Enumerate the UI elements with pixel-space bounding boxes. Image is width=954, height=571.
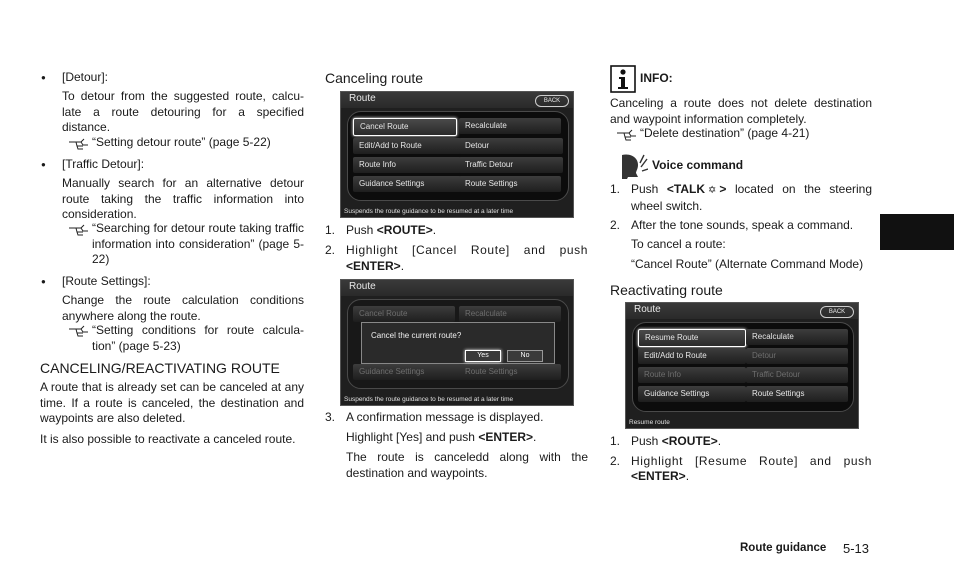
section-paragraph-1: A route that is already set can be canceled at any time. If a route is canceled, the destination and waypoints are also deleted. — [40, 380, 304, 425]
info-label: INFO: — [640, 71, 673, 85]
route-menu-screenshot — [340, 91, 574, 218]
menu-item-route-info[interactable]: Route Info — [353, 157, 461, 173]
menu-item-traffic-detour: Traffic Detour — [746, 367, 848, 383]
step-number: 2. — [325, 243, 336, 257]
reactivate-step-1: Push <ROUTE>. — [631, 434, 722, 448]
voice-step-1: Push <TALK ✡ > located on the steering wheel switch. — [631, 182, 872, 213]
menu-item-route-settings[interactable]: Route Settings — [459, 176, 561, 192]
screen-title: Route — [349, 281, 376, 292]
menu-item-edit-add-route[interactable]: Edit/Add to Route — [353, 138, 461, 154]
screen-footer-hint: Suspends the route guidance to be resumed at a later time — [344, 208, 514, 215]
info-reference: “Delete destination” (page 4-21) — [640, 126, 810, 140]
back-button[interactable]: BACK — [535, 95, 569, 107]
section-title: CANCELING/REACTIVATING ROUTE — [40, 360, 280, 376]
route-settings-description: Change the route calculation conditions anywhere along the route. — [62, 293, 304, 323]
menu-item-detour[interactable]: Detour — [459, 138, 563, 154]
dialog-message: Cancel the current route? — [371, 331, 462, 340]
menu-item-route-settings[interactable]: Route Settings — [746, 386, 848, 402]
voice-command-label: Voice command — [652, 158, 744, 172]
step-number: 2. — [610, 454, 621, 468]
menu-item-route-info: Route Info — [638, 367, 746, 383]
voice-command-icon — [618, 153, 648, 181]
menu-item-resume-route[interactable]: Resume Route — [638, 329, 746, 347]
menu-item-recalculate: Recalculate — [459, 306, 561, 322]
reference-hand-icon — [68, 137, 90, 151]
cancel-confirmation-screenshot — [340, 279, 574, 406]
screen-footer-hint: Suspends the route guidance to be resumed at a later time — [344, 396, 514, 403]
menu-item-recalculate[interactable]: Recalculate — [459, 118, 561, 134]
reactivate-step-2: Highlight [Resume Route] and push — [631, 454, 872, 468]
menu-item-route-settings: Route Settings — [459, 364, 561, 380]
step-number: 1. — [610, 182, 621, 196]
canceling-route-heading: Canceling route — [325, 70, 424, 86]
reference-hand-icon — [616, 128, 638, 142]
voice-step-2-command: “Cancel Route” (Alternate Command Mode) — [631, 257, 864, 271]
detour-reference: “Setting detour route” (page 5-22) — [92, 135, 271, 149]
bullet-traffic-detour: ● [Traffic Detour]: — [62, 157, 144, 173]
info-icon — [610, 65, 636, 93]
step-number: 1. — [325, 223, 336, 237]
step-number: 1. — [610, 434, 621, 448]
bullet-route-settings: ● [Route Settings]: — [62, 274, 151, 290]
back-button[interactable]: BACK — [820, 306, 854, 318]
step-2: Highlight [Cancel Route] and push — [346, 243, 588, 257]
bullet-detour: ● [Detour]: — [62, 70, 108, 86]
reactivating-route-heading: Reactivating route — [610, 282, 723, 298]
detour-description: To detour from the suggested route, calcu-late a route detouring for a specified distance. — [62, 89, 304, 134]
reference-hand-icon — [68, 223, 90, 237]
screen-footer-hint: Resume route — [629, 419, 670, 426]
voice-step-2-sub: To cancel a route: — [631, 237, 726, 251]
voice-step-2: After the tone sounds, speak a command. — [631, 218, 854, 232]
chapter-tab — [880, 214, 954, 250]
reactivate-step-2-key: <ENTER>. — [631, 469, 690, 483]
menu-item-traffic-detour[interactable]: Traffic Detour — [459, 157, 563, 173]
route-settings-reference: “Setting conditions for route calcula-tion” (page 5-23) — [92, 323, 304, 353]
menu-item-detour: Detour — [746, 348, 848, 364]
section-paragraph-2: It is also possible to reactivate a canceled route. — [40, 432, 296, 446]
menu-item-cancel-route[interactable]: Cancel Route — [353, 118, 457, 136]
menu-item-cancel-route: Cancel Route — [353, 306, 455, 322]
step-number: 3. — [325, 410, 336, 424]
screen-title: Route — [634, 304, 661, 315]
info-body: Canceling a route does not delete destination and waypoint information completely. — [610, 96, 872, 126]
yes-button[interactable]: Yes — [465, 350, 501, 362]
menu-item-recalculate[interactable]: Recalculate — [746, 329, 848, 345]
menu-item-guidance-settings: Guidance Settings — [353, 364, 461, 380]
talk-icon: ✡ — [708, 185, 717, 196]
traffic-detour-description: Manually search for an alternative detour route taking the traffic information into consideration. — [62, 176, 304, 221]
traffic-detour-reference: “Searching for detour route taking traffic information into consideration” (page 5-22) — [92, 221, 304, 266]
step-number: 2. — [610, 218, 621, 232]
step-3: A confirmation message is displayed. — [346, 410, 544, 424]
step-2-key: <ENTER>. — [346, 259, 405, 273]
resume-route-screenshot — [625, 302, 859, 429]
menu-item-guidance-settings[interactable]: Guidance Settings — [638, 386, 746, 402]
step-3-result: The route is canceledd along with the destination and waypoints. — [346, 450, 588, 480]
reference-hand-icon — [68, 324, 90, 338]
page-number: 5-13 — [843, 541, 870, 556]
menu-item-guidance-settings[interactable]: Guidance Settings — [353, 176, 461, 192]
step-1: Push <ROUTE>. — [346, 223, 437, 237]
screen-title: Route — [349, 93, 376, 104]
step-3-instruction: Highlight [Yes] and push <ENTER>. — [346, 430, 537, 444]
menu-item-edit-add-route[interactable]: Edit/Add to Route — [638, 348, 746, 364]
footer-section-name: Route guidance — [740, 542, 827, 554]
no-button[interactable]: No — [507, 350, 543, 362]
